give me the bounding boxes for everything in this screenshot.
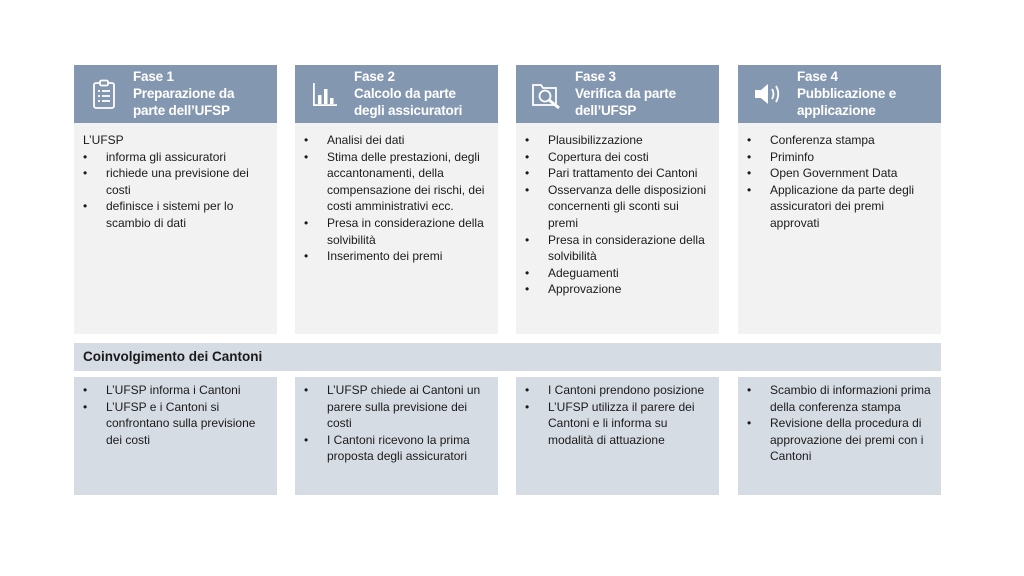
cantoni-band-title: Coinvolgimento dei Cantoni — [74, 343, 941, 371]
phase-4-cantoni — [738, 377, 941, 495]
phase-2-header — [295, 65, 498, 123]
phase-1-body — [74, 123, 277, 334]
bar-chart-icon — [309, 78, 341, 110]
phase-2-title-line-2: degli assicuratori — [354, 103, 463, 118]
list-item: • L’UFSP chiede ai Cantoni un parere sulla previsione dei costi — [304, 382, 490, 432]
phase-4-label: Fase 4 — [797, 69, 838, 84]
list-item: • L’UFSP utilizza il parere dei Cantoni e li informa su modalità di attuazione — [525, 399, 711, 449]
speaker-icon — [752, 78, 784, 110]
list-item: • informa gli assicuratori — [83, 149, 269, 166]
phase-1-intro: L’UFSP — [83, 133, 124, 147]
phase-2-title-line-1: Calcolo da parte — [354, 86, 456, 101]
phase-4-title-line-2: applicazione — [797, 103, 876, 118]
list-item: • Revisione della procedura di approvazione dei premi con i Cantoni — [747, 415, 933, 465]
clipboard-icon — [88, 78, 120, 110]
list-item: • Copertura dei costi — [525, 149, 711, 166]
list-item: • L’UFSP e i Cantoni si confrontano sulla previsione dei costi — [83, 399, 269, 449]
list-item: • L’UFSP informa i Cantoni — [83, 382, 269, 399]
list-item: • Conferenza stampa — [747, 132, 933, 149]
list-item: • Priminfo — [747, 149, 933, 166]
phase-2-label: Fase 2 — [354, 69, 395, 84]
phase-1-header — [74, 65, 277, 123]
list-item: • richiede una previsione dei costi — [83, 165, 269, 198]
phase-4-body — [738, 123, 941, 334]
magnifier-icon — [530, 78, 562, 110]
list-item: • Inserimento dei premi — [304, 248, 490, 265]
phase-4-list — [747, 132, 933, 232]
phase-4-header — [738, 65, 941, 123]
list-item: • definisce i sistemi per lo scambio di dati — [83, 198, 269, 231]
phase-3-list — [525, 132, 711, 298]
phase-3-header — [516, 65, 719, 123]
phase-1-title-line-1: Preparazione da — [133, 86, 235, 101]
phase-3-cantoni — [516, 377, 719, 495]
phase-1-label: Fase 1 — [133, 69, 174, 84]
list-item: • Applicazione da parte degli assicuratori dei premi approvati — [747, 182, 933, 232]
list-item: • Analisi dei dati — [304, 132, 490, 149]
phase-3-label: Fase 3 — [575, 69, 616, 84]
list-item: • Presa in considerazione della solvibilità — [525, 232, 711, 265]
phase-2-body — [295, 123, 498, 334]
phase-3-title-line-2: dell’UFSP — [575, 103, 637, 118]
phase-1-title-line-2: parte dell’UFSP — [133, 103, 230, 118]
phase-1-cantoni — [74, 377, 277, 495]
list-item: • Pari trattamento dei Cantoni — [525, 165, 711, 182]
phase-1-list — [83, 149, 269, 232]
list-item: • I Cantoni prendono posizione — [525, 382, 711, 399]
phase-2-cantoni — [295, 377, 498, 495]
list-item: • Approvazione — [525, 281, 711, 298]
list-item: • Open Government Data — [747, 165, 933, 182]
phase-3-body — [516, 123, 719, 334]
list-item: • Stima delle prestazioni, degli accantonamenti, della compensazione dei rischi, dei costi amministrativi ecc. — [304, 149, 490, 215]
phase-4-title-line-1: Pubblicazione e — [797, 86, 897, 101]
list-item: • Adeguamenti — [525, 265, 711, 282]
phase-2-list — [304, 132, 490, 265]
list-item: • Presa in considerazione della solvibilità — [304, 215, 490, 248]
list-item: • Plausibilizzazione — [525, 132, 711, 149]
list-item: • I Cantoni ricevono la prima proposta degli assicuratori — [304, 432, 490, 465]
list-item: • Osservanza delle disposizioni concernenti gli sconti sui premi — [525, 182, 711, 232]
list-item: • Scambio di informazioni prima della conferenza stampa — [747, 382, 933, 415]
phase-3-title-line-1: Verifica da parte — [575, 86, 676, 101]
